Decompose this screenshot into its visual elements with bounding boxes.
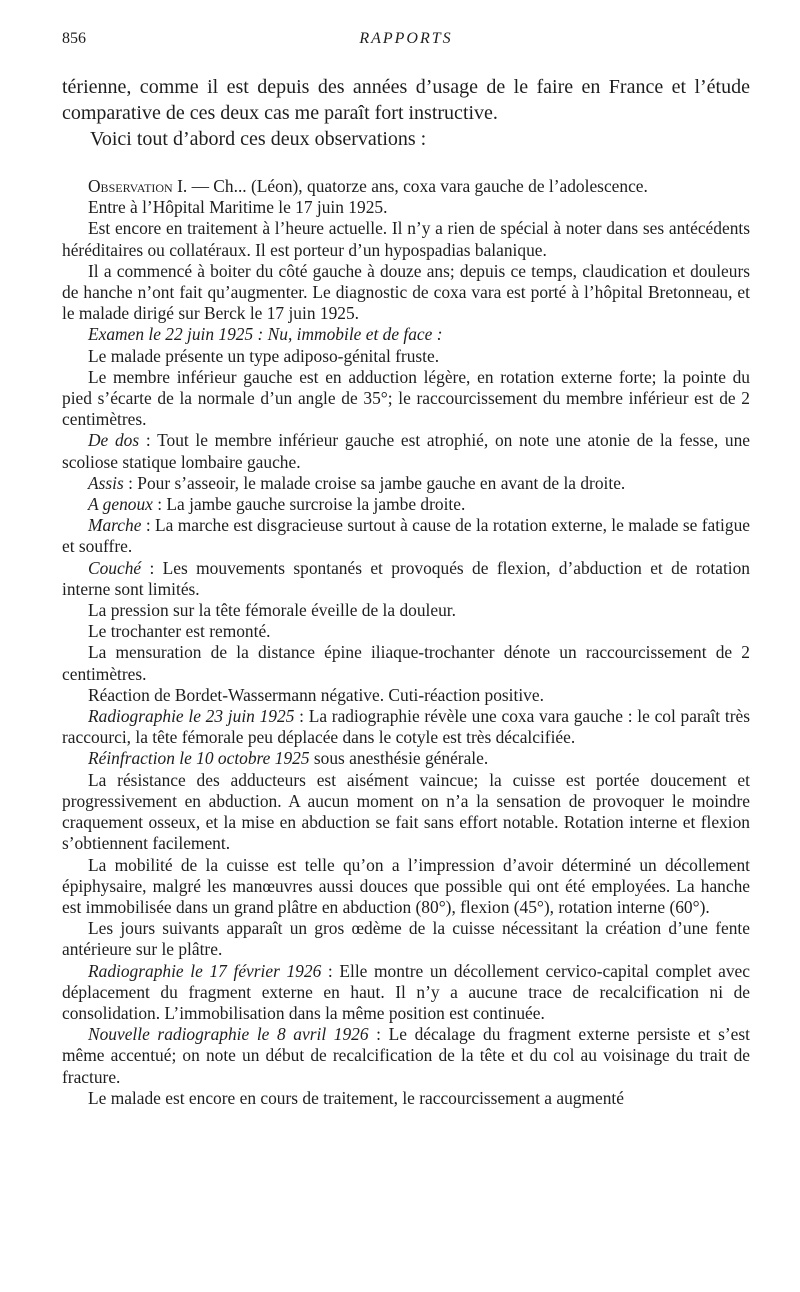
body-paragraph: Les jours suivants apparaît un gros œdème de la cuisse nécessitant la création d’une fente antérieure sur le plâtre. xyxy=(62,918,750,960)
observation-label: Observation I. xyxy=(88,176,188,196)
body-paragraph: Le membre inférieur gauche est en adduction légère, en rotation externe forte; la pointe du pied s’écarte de la normale d’un angle de 35°; le raccourcissement du membre inférieur est de 2 centimètres. xyxy=(62,366,750,430)
body-paragraph: Le trochanter est remonté. xyxy=(88,621,271,642)
intro-text xyxy=(62,74,750,152)
body-paragraph: La résistance des adducteurs est aisément vaincue; la cuisse est portée doucement et progressivement en abduction. A aucun moment on n’a la sensation de provoquer le moindre craquement osseux, et la mise en abduction se fait sans effort notable. Rotation interne et flexion s’obtiennent facilement. xyxy=(62,769,750,854)
subheading-paragraph: Examen le 22 juin 1925 : Nu, immobile et de face : xyxy=(88,324,443,345)
page-header xyxy=(62,30,750,50)
body-paragraph: Nouvelle radiographie le 8 avril 1926 : Le décalage du fragment externe persiste et s’est même accentué; on note un début de recalcification de la tête et du col au voisinage du trait de fracture. xyxy=(62,1024,750,1087)
body-paragraph: De dos : Tout le membre inférieur gauche est atrophié, on note une atonie de la fesse, une scoliose statique lombaire gauche. xyxy=(62,430,751,472)
body-paragraph: Marche : La marche est disgracieuse surtout à cause de la rotation externe, le malade se fatigue et souffre. xyxy=(62,515,750,557)
intro-paragraph: térienne, comme il est depuis des années d’usage de le faire en France et l’étude comparative de ces deux cas me paraît fort instructive. xyxy=(62,76,750,124)
body-paragraph: La pression sur la tête fémorale éveille de la douleur. xyxy=(88,600,456,621)
observation-body xyxy=(62,176,750,1109)
body-paragraph: La mobilité de la cuisse est telle qu’on a l’impression d’avoir déterminé un décollement épiphysaire, malgré les manœuvres aussi douces que possible qui ont été employées. La hanche est immobilisée dans un grand plâtre en abduction (80°), flexion (45°), rotation interne (60°). xyxy=(62,854,750,917)
body-paragraph: Le malade présente un type adiposo-génital fruste. xyxy=(88,345,440,366)
body-paragraph: Assis : Pour s’asseoir, le malade croise sa jambe gauche en avant de la droite. xyxy=(88,472,626,493)
body-paragraph: A genoux : La jambe gauche surcroise la jambe droite. xyxy=(88,494,466,515)
intro-paragraph: Voici tout d’abord ces deux observations : xyxy=(90,128,427,150)
body-paragraph: Le malade est encore en cours de traitement, le raccourcissement a augmenté xyxy=(88,1087,624,1108)
body-paragraph: Réinfraction le 10 octobre 1925 sous anesthésie générale. xyxy=(88,748,489,769)
body-paragraph: Est encore en traitement à l’heure actuelle. Il n’y a rien de spécial à noter dans ses antécédents héréditaires ou collatéraux. Il est porteur d’un hypospadias balanique. xyxy=(62,218,750,260)
running-title: RAPPORTS xyxy=(359,30,453,47)
body-paragraph: Radiographie le 17 février 1926 : Elle montre un décollement cervico-capital complet avec déplacement du fragment externe en haut. Il n’y a aucune trace de recalcification ni de consolidation. L’immobilisation dans la même position est continuée. xyxy=(62,960,750,1023)
observation-heading: Observation I. — Ch... (Léon), quatorze ans, coxa vara gauche de l’adolescence. xyxy=(88,176,648,196)
body-paragraph: Entre à l’Hôpital Maritime le 17 juin 1925. xyxy=(88,197,388,218)
page-number: 856 xyxy=(62,30,86,47)
body-paragraph: Couché : Les mouvements spontanés et provoqués de flexion, d’abduction et de rotation interne sont limités. xyxy=(62,557,750,599)
body-paragraph: La mensuration de la distance épine iliaque-trochanter dénote un raccourcissement de 2 centimètres. xyxy=(62,642,750,684)
body-paragraph: Réaction de Bordet-Wassermann négative. Cuti-réaction positive. xyxy=(88,684,544,705)
body-paragraph: Radiographie le 23 juin 1925 : La radiographie révèle une coxa vara gauche : le col paraît très raccourci, la tête fémorale peu déplacée dans le cotyle est très décalcifiée. xyxy=(62,706,750,748)
body-paragraph: Il a commencé à boiter du côté gauche à douze ans; depuis ce temps, claudication et douleurs de hanche n’ont fait qu’augmenter. Le diagnostic de coxa vara est porté à l’hôpital Bretonneau, et le malade dirigé sur Berck le 17 juin 1925. xyxy=(62,260,750,324)
